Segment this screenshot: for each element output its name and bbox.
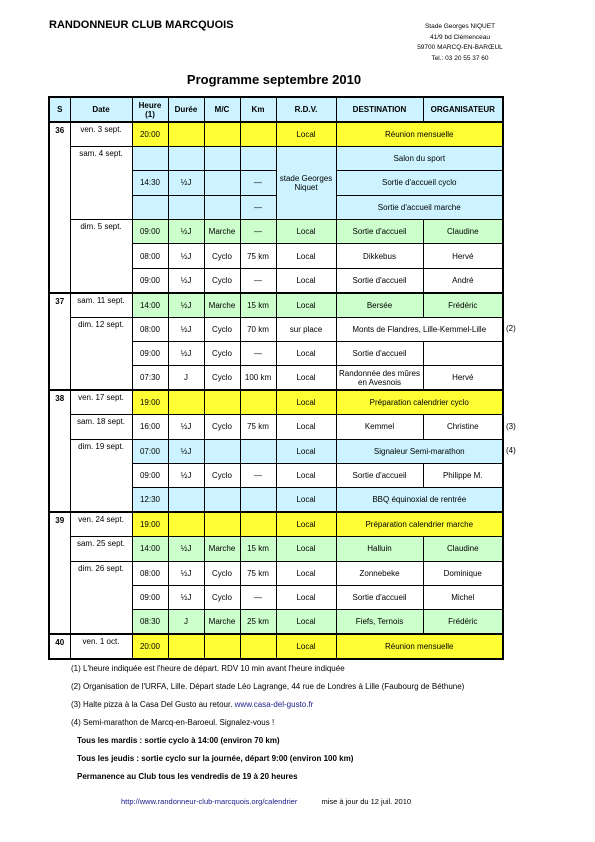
km-cell (240, 390, 276, 414)
duree-cell: ½J (168, 561, 204, 585)
table-row (49, 537, 503, 561)
col-header-rdv: R.D.V. (276, 97, 336, 122)
rdv-cell: Local (276, 366, 336, 390)
mc-cell: Cyclo (204, 561, 240, 585)
club-address (390, 22, 530, 64)
mc-cell: Marche (204, 537, 240, 561)
destination-cell: Kemmel (336, 415, 423, 439)
notes (71, 664, 464, 790)
destination-cell: Halluin (336, 537, 423, 561)
heure-cell (132, 146, 168, 170)
duree-cell: ½J (168, 268, 204, 292)
col-header-date: Date (70, 97, 132, 122)
heure-cell: 08:00 (132, 244, 168, 268)
mc-cell: Cyclo (204, 585, 240, 609)
km-cell (240, 146, 276, 170)
rdv-cell: Local (276, 537, 336, 561)
rdv-cell: Local (276, 390, 336, 414)
table-row (49, 512, 503, 536)
calendar-url-link[interactable]: http://www.randonneur-club-marcquois.org/calendrier (121, 797, 298, 806)
footnote-ref: (2) (506, 324, 516, 334)
destination-cell: Zonnebeke (336, 561, 423, 585)
km-cell (240, 439, 276, 463)
organisateur-cell: Frédéric (423, 293, 503, 317)
table-row (49, 415, 503, 439)
club-name: RANDONNEUR CLUB MARCQUOIS (49, 19, 234, 31)
heure-cell: 09:00 (132, 342, 168, 366)
col-header-organisateur: ORGANISATEUR (423, 97, 503, 122)
destination-cell: Bersée (336, 293, 423, 317)
km-cell: — (240, 195, 276, 219)
note-4: (4) Semi-marathon de Marcq-en-Baroeul. Signalez-vous ! (71, 718, 275, 727)
mc-cell: Cyclo (204, 342, 240, 366)
destination-cell: Salon du sport (336, 146, 503, 170)
mc-cell (204, 122, 240, 146)
rdv-cell: Local (276, 244, 336, 268)
note-2: (2) Organisation de l'URFA, Lille. Départ stade Léo Lagrange, 44 rue de Londres à Lille (Faubourg de Béthune) (71, 682, 465, 691)
mc-cell: Marche (204, 610, 240, 634)
heure-cell: 14:30 (132, 171, 168, 195)
table-row (49, 317, 503, 341)
table-row (49, 390, 503, 414)
organisateur-cell: Hervé (423, 244, 503, 268)
mc-cell (204, 488, 240, 512)
duree-cell: ½J (168, 415, 204, 439)
rdv-cell: Local (276, 439, 336, 463)
heure-cell: 14:00 (132, 293, 168, 317)
km-cell: — (240, 171, 276, 195)
km-cell (240, 122, 276, 146)
table-row (49, 439, 503, 463)
table-header-row (49, 97, 503, 122)
destination-cell: Sortie d'accueil (336, 463, 423, 487)
organisateur-cell: Hervé (423, 366, 503, 390)
table-row (49, 220, 503, 244)
duree-cell: ½J (168, 171, 204, 195)
date-cell: sam. 4 sept. (70, 146, 132, 219)
note-thursdays: Tous les jeudis : sortie cyclo sur la journée, départ 9:00 (environ 100 km) (77, 754, 354, 763)
date-cell: sam. 25 sept. (70, 537, 132, 561)
col-header-s: S (49, 97, 70, 122)
destination-cell: Monts de Flandres, Lille-Kemmel-Lille (336, 317, 503, 341)
week-number: 38 (49, 390, 70, 512)
note-tuesdays: Tous les mardis : sortie cyclo à 14:00 (environ 70 km) (77, 736, 280, 745)
heure-cell: 19:00 (132, 390, 168, 414)
casa-del-gusto-link[interactable]: www.casa-del-gusto.fr (234, 700, 314, 709)
heure-cell: 08:00 (132, 561, 168, 585)
km-cell: — (240, 585, 276, 609)
duree-cell: ½J (168, 293, 204, 317)
destination-cell: Sortie d'accueil marche (336, 195, 503, 219)
heure-cell: 08:30 (132, 610, 168, 634)
destination-cell: Sortie d'accueil (336, 220, 423, 244)
km-cell: 75 km (240, 561, 276, 585)
mc-cell: Cyclo (204, 415, 240, 439)
organisateur-cell: André (423, 268, 503, 292)
destination-cell: Sortie d'accueil cyclo (336, 171, 503, 195)
duree-cell: ½J (168, 317, 204, 341)
duree-cell (168, 512, 204, 536)
address-line: Tel.: 03 20 55 37 60 (431, 54, 489, 62)
organisateur-cell: Christine (423, 415, 503, 439)
footer (121, 797, 411, 806)
km-cell (240, 488, 276, 512)
col-header-duree: Durée (168, 97, 204, 122)
date-cell: sam. 11 sept. (70, 293, 132, 317)
rdv-cell: Local (276, 293, 336, 317)
rdv-cell: Local (276, 342, 336, 366)
heure-cell: 16:00 (132, 415, 168, 439)
km-cell: 70 km (240, 317, 276, 341)
organisateur-cell: Claudine (423, 220, 503, 244)
table-row (49, 146, 503, 170)
heure-cell: 19:00 (132, 512, 168, 536)
rdv-cell: Local (276, 415, 336, 439)
rdv-cell: sur place (276, 317, 336, 341)
note-3 (71, 700, 464, 718)
mc-cell: Cyclo (204, 244, 240, 268)
date-cell: ven. 3 sept. (70, 122, 132, 146)
heure-cell: 09:00 (132, 268, 168, 292)
duree-cell: ½J (168, 244, 204, 268)
date-cell: dim. 19 sept. (70, 439, 132, 512)
heure-cell (132, 195, 168, 219)
note-1: (1) L'heure indiquée est l'heure de départ. RDV 10 min avant l'heure indiquée (71, 664, 345, 673)
heure-cell: 20:00 (132, 122, 168, 146)
destination-cell: Sortie d'accueil (336, 268, 423, 292)
program-table (48, 96, 504, 660)
duree-cell (168, 634, 204, 658)
destination-cell: Réunion mensuelle (336, 122, 503, 146)
heure-cell: 07:00 (132, 439, 168, 463)
duree-cell: ½J (168, 585, 204, 609)
week-number: 37 (49, 293, 70, 391)
mc-cell: Cyclo (204, 463, 240, 487)
rdv-cell: Local (276, 268, 336, 292)
mc-cell (204, 439, 240, 463)
week-number: 39 (49, 512, 70, 634)
duree-cell (168, 488, 204, 512)
duree-cell (168, 146, 204, 170)
address-line: Stade Georges NIQUET (424, 23, 496, 30)
mc-cell: Cyclo (204, 268, 240, 292)
km-cell: — (240, 268, 276, 292)
rdv-cell: Local (276, 585, 336, 609)
date-cell: dim. 26 sept. (70, 561, 132, 634)
mc-cell: Cyclo (204, 317, 240, 341)
destination-cell: Préparation calendrier cyclo (336, 390, 503, 414)
rdv-cell: Local (276, 463, 336, 487)
km-cell (240, 512, 276, 536)
heure-cell: 08:00 (132, 317, 168, 341)
destination-cell: Signaleur Semi-marathon (336, 439, 503, 463)
heure-cell: 07:30 (132, 366, 168, 390)
note-permanence: Permanence au Club tous les vendredis de 19 à 20 heures (77, 772, 298, 781)
heure-cell: 09:00 (132, 463, 168, 487)
mc-cell (204, 512, 240, 536)
mc-cell (204, 171, 240, 195)
table-body (49, 122, 503, 659)
week-number: 36 (49, 122, 70, 293)
duree-cell: ½J (168, 439, 204, 463)
organisateur-cell: Philippe M. (423, 463, 503, 487)
duree-cell: ½J (168, 220, 204, 244)
col-header-heure: Heure (1) (132, 97, 168, 122)
date-cell: ven. 17 sept. (70, 390, 132, 414)
heure-cell: 14:00 (132, 537, 168, 561)
rdv-cell: Local (276, 220, 336, 244)
km-cell: 75 km (240, 415, 276, 439)
mc-cell: Marche (204, 220, 240, 244)
heure-cell: 09:00 (132, 220, 168, 244)
km-cell: — (240, 220, 276, 244)
organisateur-cell: Dominique (423, 561, 503, 585)
heure-cell: 20:00 (132, 634, 168, 658)
destination-cell: Réunion mensuelle (336, 634, 503, 658)
km-cell: 15 km (240, 293, 276, 317)
date-cell: ven. 1 oct. (70, 634, 132, 658)
rdv-cell: Local (276, 512, 336, 536)
update-date: mise à jour du 12 juil. 2010 (321, 797, 412, 806)
organisateur-cell: Claudine (423, 537, 503, 561)
date-cell: ven. 24 sept. (70, 512, 132, 536)
table-row (49, 561, 503, 585)
heure-cell: 12:30 (132, 488, 168, 512)
mc-cell: Cyclo (204, 366, 240, 390)
destination-cell: Randonnée des mûres en Avesnois (336, 366, 423, 390)
rdv-cell: Local (276, 122, 336, 146)
table-row (49, 634, 503, 658)
footnote-ref: (3) (506, 421, 516, 431)
duree-cell (168, 390, 204, 414)
km-cell: — (240, 463, 276, 487)
duree-cell (168, 195, 204, 219)
col-header-destination: DESTINATION (336, 97, 423, 122)
week-number: 40 (49, 634, 70, 658)
duree-cell: ½J (168, 463, 204, 487)
destination-cell: BBQ équinoxial de rentrée (336, 488, 503, 512)
organisateur-cell: Michel (423, 585, 503, 609)
table-row (49, 293, 503, 317)
date-cell: sam. 18 sept. (70, 415, 132, 439)
address-line: 59700 MARCQ-EN-BARŒUL (417, 44, 503, 51)
duree-cell (168, 122, 204, 146)
organisateur-cell: Frédéric (423, 610, 503, 634)
duree-cell: J (168, 610, 204, 634)
footnote-ref: (4) (506, 446, 516, 456)
destination-cell: Sortie d'accueil (336, 585, 423, 609)
mc-cell (204, 146, 240, 170)
destination-cell: Fiefs, Ternois (336, 610, 423, 634)
page-title: Programme septembre 2010 (186, 72, 362, 87)
km-cell: 15 km (240, 537, 276, 561)
rdv-cell: Local (276, 488, 336, 512)
km-cell (240, 634, 276, 658)
table-row (49, 122, 503, 146)
date-cell: dim. 5 sept. (70, 220, 132, 293)
mc-cell (204, 634, 240, 658)
duree-cell: ½J (168, 537, 204, 561)
col-header-km: Km (240, 97, 276, 122)
destination-cell: Sortie d'accueil (336, 342, 423, 366)
note-3-text: (3) Halte pizza à la Casa Del Gusto au retour. (71, 700, 233, 709)
duree-cell: ½J (168, 342, 204, 366)
mc-cell (204, 390, 240, 414)
km-cell: — (240, 342, 276, 366)
organisateur-cell (423, 342, 503, 366)
km-cell: 100 km (240, 366, 276, 390)
destination-cell: Préparation calendrier marche (336, 512, 503, 536)
km-cell: 75 km (240, 244, 276, 268)
mc-cell: Marche (204, 293, 240, 317)
heure-cell: 09:00 (132, 585, 168, 609)
rdv-cell: Local (276, 634, 336, 658)
mc-cell (204, 195, 240, 219)
date-cell: dim. 12 sept. (70, 317, 132, 390)
rdv-stade-cell: stade Georges Niquet (276, 146, 336, 219)
destination-cell: Dikkebus (336, 244, 423, 268)
km-cell: 25 km (240, 610, 276, 634)
duree-cell: J (168, 366, 204, 390)
address-line: 41/9 bd Clémenceau (430, 33, 490, 41)
rdv-cell: Local (276, 561, 336, 585)
col-header-mc: M/C (204, 97, 240, 122)
rdv-cell: Local (276, 610, 336, 634)
